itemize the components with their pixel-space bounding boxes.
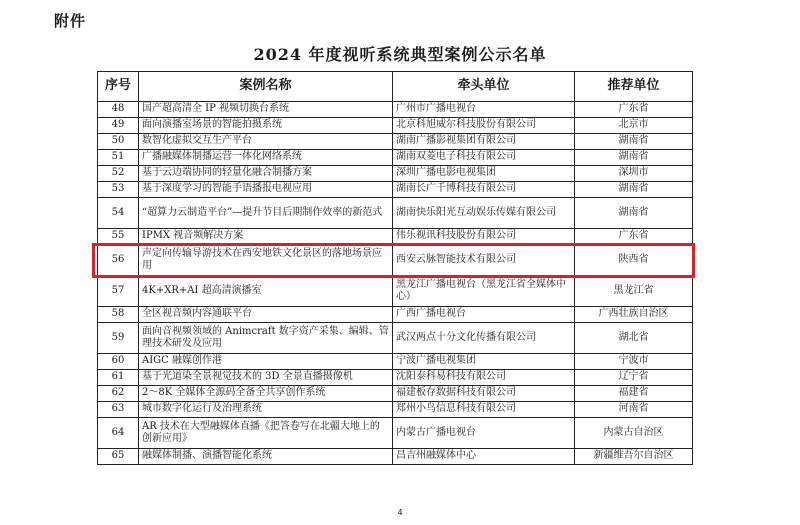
cell-recommending-unit: 广东省: [575, 229, 693, 245]
table-row: [98, 323, 693, 354]
table-row: [98, 370, 693, 386]
cell-recommending-unit: 陕西省: [575, 245, 693, 276]
case-list-table: [97, 71, 693, 465]
table-row: [98, 354, 693, 370]
header-recommending-unit: 推荐单位: [575, 72, 693, 102]
cell-seq: 48: [98, 102, 139, 118]
table-row: [98, 118, 693, 134]
table-row: [98, 418, 693, 449]
cell-lead-unit: 湖南广播影视集团有限公司: [393, 134, 575, 150]
cell-lead-unit: 宁波广播电视集团: [393, 354, 575, 370]
cell-case-name: AIGC 融媒创作港: [139, 354, 393, 370]
cell-seq: 56: [98, 245, 139, 276]
cell-case-name: “超算力云制造平台”—提升节目后期制作效率的新范式: [139, 198, 393, 229]
table-row: [98, 307, 693, 323]
cell-seq: 65: [98, 449, 139, 465]
cell-seq: 50: [98, 134, 139, 150]
cell-seq: 62: [98, 386, 139, 402]
cell-seq: 60: [98, 354, 139, 370]
attachment-label: 附件: [54, 12, 87, 30]
cell-case-name: 基于深度学习的智能手语播报电视应用: [139, 182, 393, 198]
cell-recommending-unit: 黑龙江省: [575, 276, 693, 307]
page-number: 4: [397, 508, 403, 517]
cell-lead-unit: 广州市广播电视台: [393, 102, 575, 118]
cell-lead-unit: 昌吉州融媒体中心: [393, 449, 575, 465]
cell-lead-unit: 沈阳泰科易科技有限公司: [393, 370, 575, 386]
cell-recommending-unit: 湖南省: [575, 182, 693, 198]
cell-case-name: AR 技术在大型融媒体直播《把答卷写在北疆大地上的创新应用》: [139, 418, 393, 449]
cell-lead-unit: 湖南快乐阳光互动娱乐传媒有限公司: [393, 198, 575, 229]
table-row: [98, 182, 693, 198]
cell-lead-unit: 湖南双菱电子科技有限公司: [393, 150, 575, 166]
table-row: [98, 386, 693, 402]
cell-case-name: 2～8K 全媒体全源码全备全共享创作系统: [139, 386, 393, 402]
table-row: [98, 134, 693, 150]
cell-recommending-unit: 福建省: [575, 386, 693, 402]
cell-seq: 49: [98, 118, 139, 134]
cell-seq: 59: [98, 323, 139, 354]
cell-case-name: 基于云边端协同的轻量化融合制播方案: [139, 166, 393, 182]
cell-recommending-unit: 宁波市: [575, 354, 693, 370]
cell-case-name: 数智化虚拟交互生产平台: [139, 134, 393, 150]
cell-recommending-unit: 广东省: [575, 102, 693, 118]
cell-seq: 54: [98, 198, 139, 229]
cell-lead-unit: 黑龙江广播电视台（黑龙江省全媒体中心）: [393, 276, 575, 307]
table-row: [98, 166, 693, 182]
cell-recommending-unit: 新疆维吾尔自治区: [575, 449, 693, 465]
cell-seq: 63: [98, 402, 139, 418]
cell-seq: 61: [98, 370, 139, 386]
cell-case-name: 4K+XR+AI 超高清演播室: [139, 276, 393, 307]
cell-case-name: 城市数字化运行及治理系统: [139, 402, 393, 418]
cell-lead-unit: 郑州小鸟信息科技有限公司: [393, 402, 575, 418]
document-title: 2024 年度视听系统典型案例公示名单: [253, 45, 547, 64]
cell-case-name: 声定向传输导游技术在西安地铁文化景区的落地场景应用: [139, 245, 393, 276]
table-header-row: [98, 72, 693, 102]
cell-seq: 53: [98, 182, 139, 198]
table-row: [98, 402, 693, 418]
cell-recommending-unit: 湖南省: [575, 134, 693, 150]
table-row: [98, 102, 693, 118]
table-row: [98, 276, 693, 307]
cell-case-name: 全区视音频内容通联平台: [139, 307, 393, 323]
cell-seq: 57: [98, 276, 139, 307]
cell-recommending-unit: 深圳市: [575, 166, 693, 182]
cell-recommending-unit: 广西壮族自治区: [575, 307, 693, 323]
cell-seq: 64: [98, 418, 139, 449]
header-case-name: 案例名称: [139, 72, 393, 102]
table-row: [98, 198, 693, 229]
cell-case-name: 国产超高清全 IP 视频切换台系统: [139, 102, 393, 118]
cell-lead-unit: 湖南长广千博科技有限公司: [393, 182, 575, 198]
cell-recommending-unit: 湖南省: [575, 150, 693, 166]
table-row: [98, 229, 693, 245]
cell-case-name: 基于光道染全景视觉技术的 3D 全景直播摄像机: [139, 370, 393, 386]
cell-seq: 58: [98, 307, 139, 323]
cell-recommending-unit: 湖北省: [575, 323, 693, 354]
cell-recommending-unit: 北京市: [575, 118, 693, 134]
cell-seq: 51: [98, 150, 139, 166]
header-seq: 序号: [98, 72, 139, 102]
header-lead-unit: 牵头单位: [393, 72, 575, 102]
cell-recommending-unit: 内蒙古自治区: [575, 418, 693, 449]
table-row: [98, 150, 693, 166]
cell-case-name: 面向音视频领域的 Animcraft 数字资产采集、编辑、管理技术研发及应用: [139, 323, 393, 354]
cell-seq: 55: [98, 229, 139, 245]
cell-lead-unit: 伟乐视讯科技股份有限公司: [393, 229, 575, 245]
cell-lead-unit: 福建板存数据科技有限公司: [393, 386, 575, 402]
cell-case-name: 广播融媒体制播运营一体化网络系统: [139, 150, 393, 166]
cell-case-name: 融媒体制播、演播智能化系统: [139, 449, 393, 465]
table-row: [98, 449, 693, 465]
cell-lead-unit: 内蒙古广播电视台: [393, 418, 575, 449]
cell-lead-unit: 北京科旭威尔科技股份有限公司: [393, 118, 575, 134]
cell-seq: 52: [98, 166, 139, 182]
cell-recommending-unit: 辽宁省: [575, 370, 693, 386]
cell-recommending-unit: 湖南省: [575, 198, 693, 229]
cell-case-name: 面向演播室场景的智能拍摄系统: [139, 118, 393, 134]
table-row-highlighted: [98, 245, 693, 276]
cell-case-name: IPMX 视音频解决方案: [139, 229, 393, 245]
cell-lead-unit: 西安云脉智能技术有限公司: [393, 245, 575, 276]
cell-lead-unit: 武汉两点十分文化传播有限公司: [393, 323, 575, 354]
cell-lead-unit: 深圳广播电影电视集团: [393, 166, 575, 182]
cell-lead-unit: 广西广播电视台: [393, 307, 575, 323]
cell-recommending-unit: 河南省: [575, 402, 693, 418]
